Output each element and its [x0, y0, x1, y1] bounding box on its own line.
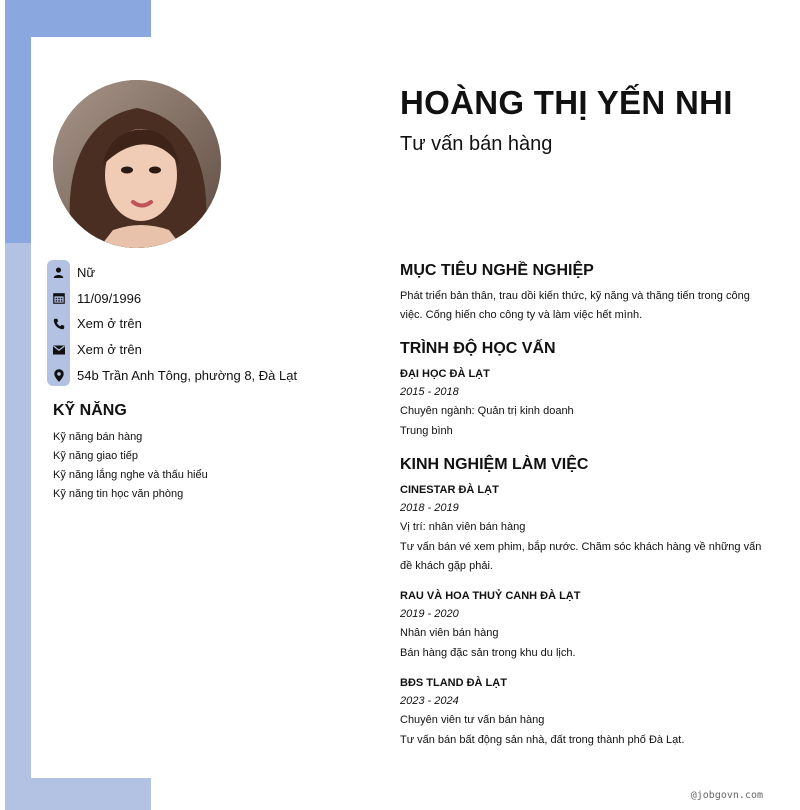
- candidate-name: HOÀNG THỊ YẾN NHI: [400, 84, 733, 121]
- job-company: CINESTAR ĐÀ LẠT: [400, 484, 499, 496]
- education-heading: TRÌNH ĐỘ HỌC VẤN: [400, 340, 556, 357]
- contact-phone: [47, 311, 377, 337]
- watermark: @jobgovn.com: [690, 790, 763, 801]
- contact-gender-value: Nữ: [77, 265, 96, 281]
- candidate-role: Tư vấn bán hàng: [400, 133, 553, 155]
- objective-text: Phát triển bản thân, trau dồi kiến thức, kỹ năng và thăng tiến trong công việc. Cống hiến cho công ty và làm việc hết mình.: [400, 290, 750, 321]
- calendar-icon: [47, 292, 70, 304]
- objective-heading: MỤC TIÊU NGHỀ NGHIỆP: [400, 262, 594, 279]
- job-company: RAU VÀ HOA THUỶ CANH ĐÀ LẠT: [400, 590, 581, 602]
- job-company: BĐS TLAND ĐÀ LẠT: [400, 677, 507, 689]
- job-period: 2023 - 2024: [400, 695, 459, 707]
- job-position: Chuyên viên tư vấn bán hàng: [400, 714, 545, 726]
- job-description: Bán hàng đặc sản trong khu du lịch.: [400, 646, 576, 659]
- skill-item: Kỹ năng bán hàng: [53, 431, 143, 443]
- location-icon: [47, 369, 70, 382]
- education-major: Chuyên ngành: Quản trị kinh doanh: [400, 405, 574, 417]
- phone-icon: [47, 318, 70, 330]
- contact-gender: [47, 260, 377, 286]
- contact-address-value: 54b Trần Anh Tông, phường 8, Đà Lạt: [77, 367, 298, 383]
- experience-section: [400, 456, 772, 474]
- education-school: ĐẠI HỌC ĐÀ LẠT: [400, 368, 490, 380]
- job-position: Nhân viên bán hàng: [400, 627, 499, 639]
- skills-list: [53, 428, 208, 504]
- contact-email-value: Xem ở trên: [77, 342, 142, 358]
- education-period: 2015 - 2018: [400, 386, 459, 398]
- job-item: [400, 674, 772, 750]
- profile-photo: [53, 80, 221, 248]
- mail-icon: [47, 345, 70, 355]
- education-grade: Trung bình: [400, 424, 453, 437]
- skill-item: Kỹ năng giao tiếp: [53, 450, 139, 462]
- contact-email: [47, 337, 377, 363]
- skill-item: Kỹ năng lắng nghe và thấu hiểu: [53, 469, 208, 481]
- objective-section: [400, 262, 772, 325]
- skill-item: Kỹ năng tin học văn phòng: [53, 488, 184, 500]
- contact-birthday-value: 11/09/1996: [77, 290, 142, 306]
- job-item: [400, 481, 772, 577]
- experience-heading: KINH NGHIỆM LÀM VIỆC: [400, 456, 589, 473]
- job-description: Tư vấn bán vé xem phim, bắp nước. Chăm sóc khách hàng về những vấn đề khách gặp phải.: [400, 540, 762, 572]
- job-description: Tư vấn bán bất động sản nhà, đất trong thành phố Đà Lạt.: [400, 733, 685, 746]
- job-position: Vị trí: nhân viên bán hàng: [400, 521, 526, 533]
- job-period: 2018 - 2019: [400, 502, 459, 514]
- contact-birthday: [47, 286, 377, 312]
- contact-list: [47, 260, 377, 388]
- job-item: [400, 587, 772, 663]
- contact-phone-value: Xem ở trên: [77, 316, 142, 332]
- contact-address: [47, 362, 377, 388]
- job-period: 2019 - 2020: [400, 608, 459, 620]
- skills-heading: KỸ NĂNG: [53, 402, 127, 419]
- person-icon: [47, 267, 70, 278]
- education-section: [400, 340, 772, 441]
